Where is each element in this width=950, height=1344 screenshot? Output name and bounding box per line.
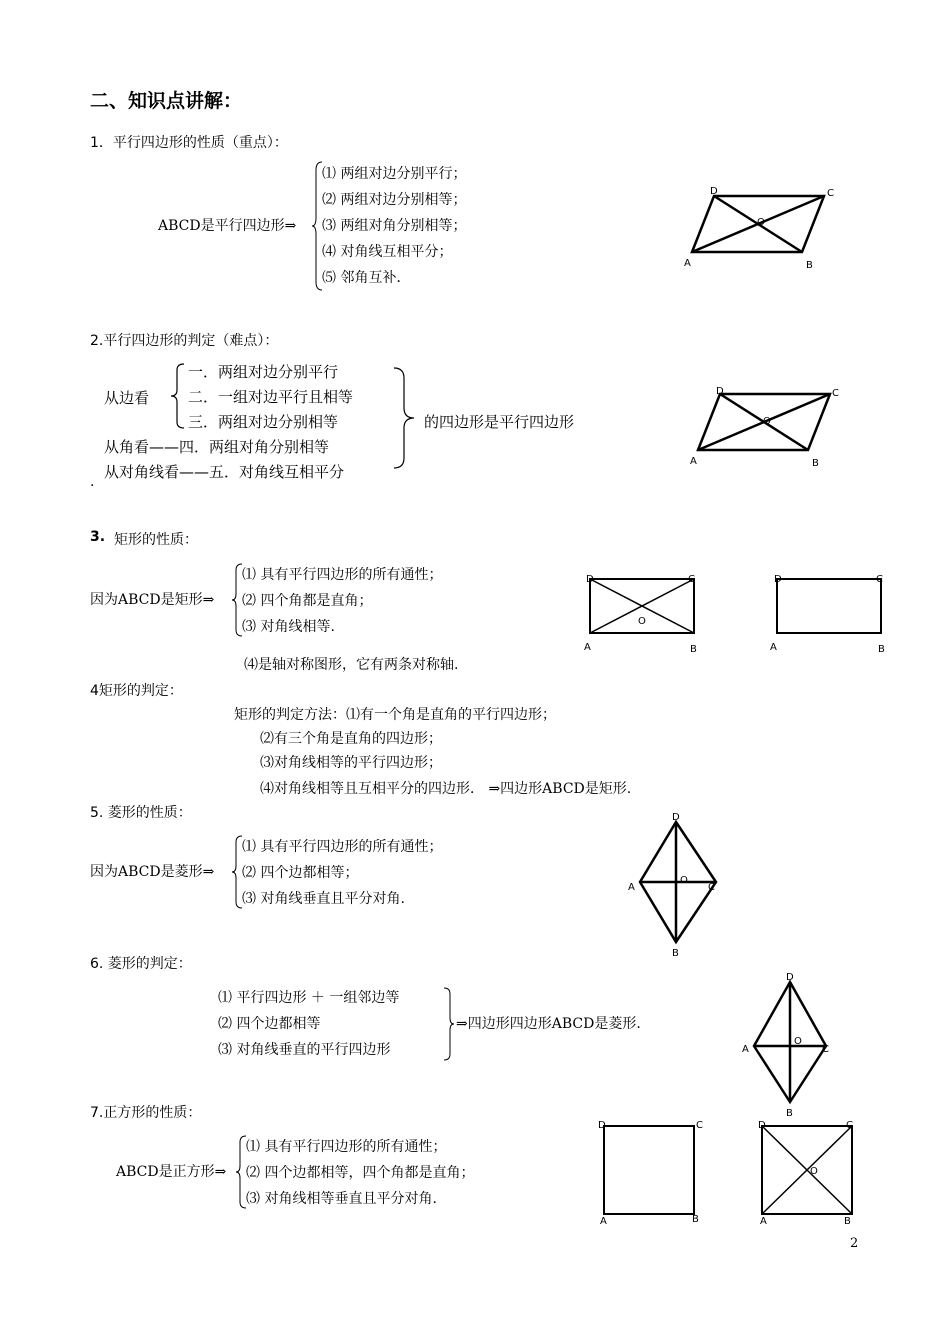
section-1-heading: 1．平行四边形的性质（重点）： xyxy=(90,135,288,151)
vertex-label-a: A xyxy=(628,882,635,893)
center-label-o: O xyxy=(794,1036,802,1047)
page-title: 二、知识点讲解： xyxy=(90,90,243,112)
page-number: 2 xyxy=(850,1236,859,1251)
vertex-label-a: A xyxy=(690,456,697,467)
left-brace-icon xyxy=(170,362,186,430)
center-label-o: O xyxy=(810,1166,818,1177)
stray-dot: . xyxy=(90,474,95,490)
section-6-item: ⑴ 平行四边形 ＋ 一组邻边等 xyxy=(218,990,400,1006)
section-4-heading: 4矩形的判定： xyxy=(90,683,183,699)
section-1-premise: ABCD是平行四边形⇒ xyxy=(158,218,297,234)
center-label-o: O xyxy=(763,416,771,427)
vertex-label-b: B xyxy=(844,1216,851,1227)
vertex-label-d: D xyxy=(586,574,594,585)
rhombus-diagram xyxy=(736,968,836,1120)
section-1-item: ⑵ 两组对边分别相等； xyxy=(322,192,467,208)
vertex-label-b: B xyxy=(672,948,679,959)
right-brace-icon xyxy=(392,366,416,470)
section-7-item: ⑴ 具有平行四边形的所有通性； xyxy=(246,1139,447,1155)
section-3-heading: 矩形的性质： xyxy=(114,532,198,548)
vertex-label-c: C xyxy=(822,1044,829,1055)
section-6-result: ⇒四边形四边形ABCD是菱形. xyxy=(456,1016,641,1032)
vertex-label-d: D xyxy=(758,1120,766,1131)
vertex-label-c: C xyxy=(876,574,883,585)
rhombus-diagram xyxy=(622,806,722,958)
section-7-premise: ABCD是正方形⇒ xyxy=(116,1164,227,1180)
vertex-label-d: D xyxy=(786,972,794,983)
section-5-item: ⑶ 对角线垂直且平分对角. xyxy=(242,891,405,907)
rectangle-diagram xyxy=(766,570,896,656)
vertex-label-c: C xyxy=(832,388,839,399)
section-1-item: ⑸ 邻角互补． xyxy=(322,270,411,286)
vertex-label-c: C xyxy=(688,574,695,585)
section-2-heading: 2.平行四边形的判定（难点）： xyxy=(90,333,279,349)
rectangle-diagram xyxy=(580,570,710,656)
vertex-label-a: A xyxy=(742,1044,749,1055)
section-4-line: 矩形的判定方法：⑴有一个角是直角的平行四边形； xyxy=(234,707,556,723)
vertex-label-b: B xyxy=(692,1214,699,1225)
section-4-line: ⑵有三个角是直角的四边形； xyxy=(260,731,442,747)
section-1-item: ⑷ 对角线互相平分； xyxy=(322,244,453,260)
section-5-item: ⑵ 四个边都相等； xyxy=(242,865,359,881)
vertex-label-c: C xyxy=(846,1120,853,1131)
section-3-item: ⑴ 具有平行四边形的所有通性； xyxy=(242,567,443,583)
section-7-item: ⑶ 对角线相等垂直且平分对角. xyxy=(246,1191,437,1207)
vertex-label-a: A xyxy=(770,642,777,653)
section-3-number: 3. xyxy=(90,529,106,545)
vertex-label-a: A xyxy=(600,1216,607,1227)
section-7-item: ⑵ 四个边都相等，四个角都是直角； xyxy=(246,1165,475,1181)
right-brace-icon xyxy=(442,986,454,1062)
section-5-premise: 因为ABCD是菱形⇒ xyxy=(90,864,215,880)
vertex-label-a: A xyxy=(760,1216,767,1227)
square-diagram xyxy=(754,1116,874,1230)
section-5-item: ⑴ 具有平行四边形的所有通性； xyxy=(242,839,443,855)
vertex-label-d: D xyxy=(716,386,724,397)
section-3-extra: ⑷是轴对称图形，它有两条对称轴. xyxy=(244,657,459,673)
vertex-label-b: B xyxy=(812,458,819,469)
vertex-label-b: B xyxy=(806,260,813,271)
section-2-from-angle: 从角看——四．两组对角分别相等 xyxy=(104,438,330,456)
parallelogram-diagram xyxy=(680,184,840,274)
section-7-heading: 7.正方形的性质： xyxy=(90,1105,202,1121)
section-5-heading: 5. 菱形的性质： xyxy=(90,805,192,821)
section-4-line: ⑶对角线相等的平行四边形； xyxy=(260,755,442,771)
center-label-o: O xyxy=(757,217,765,228)
section-6-item: ⑶ 对角线垂直的平行四边形 xyxy=(218,1042,391,1058)
section-3-item: ⑵ 四个角都是直角； xyxy=(242,593,373,609)
section-3-item: ⑶ 对角线相等. xyxy=(242,619,335,635)
section-6-heading: 6. 菱形的判定： xyxy=(90,956,192,972)
section-2-from-diagonal: 从对角线看——五．对角线互相平分 xyxy=(104,463,345,481)
vertex-label-a: A xyxy=(584,642,591,653)
section-2-result: 的四边形是平行四边形 xyxy=(424,413,575,431)
section-1-item: ⑶ 两组对角分别相等； xyxy=(322,218,467,234)
vertex-label-a: A xyxy=(684,258,691,269)
vertex-label-c: C xyxy=(708,882,715,893)
section-2-from-side: 从边看 xyxy=(104,389,150,407)
section-2-item: 二．一组对边平行且相等 xyxy=(188,388,354,406)
vertex-label-b: B xyxy=(878,644,885,655)
section-1-item: ⑴ 两组对边分别平行； xyxy=(322,166,467,182)
square-diagram xyxy=(592,1116,712,1230)
section-2-item: 一．两组对边分别平行 xyxy=(188,363,339,381)
vertex-label-d: D xyxy=(774,574,782,585)
vertex-label-d: D xyxy=(598,1120,606,1131)
vertex-label-d: D xyxy=(710,186,718,197)
center-label-o: O xyxy=(680,875,688,886)
section-4-line: ⑷对角线相等且互相平分的四边形． ⇒四边形ABCD是矩形. xyxy=(260,781,632,797)
center-label-o: O xyxy=(638,616,646,627)
vertex-label-c: C xyxy=(696,1120,703,1131)
vertex-label-d: D xyxy=(672,812,680,823)
section-3-premise: 因为ABCD是矩形⇒ xyxy=(90,592,215,608)
vertex-label-b: B xyxy=(690,644,697,655)
vertex-label-c: C xyxy=(827,188,834,199)
section-6-item: ⑵ 四个边都相等 xyxy=(218,1016,321,1032)
parallelogram-diagram xyxy=(684,384,844,474)
vertex-label-b: B xyxy=(786,1108,793,1119)
section-2-item: 三．两组对边分别相等 xyxy=(188,413,339,431)
